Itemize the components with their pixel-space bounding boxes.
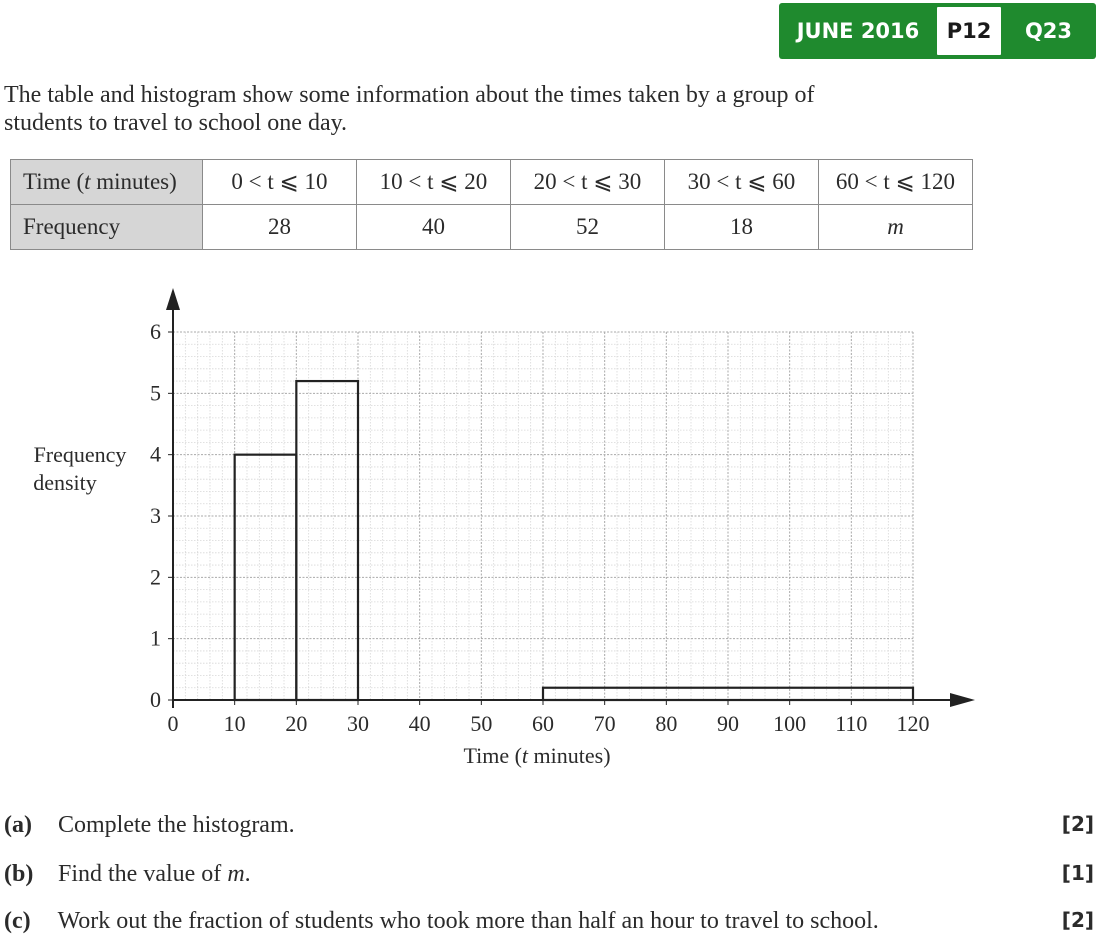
chart-axes — [166, 288, 975, 708]
frequency-header: Frequency — [11, 205, 203, 250]
y-tick-label: 1 — [150, 625, 161, 651]
histogram-chart — [0, 280, 1000, 770]
frequency-cell: 52 — [511, 205, 665, 250]
y-axis-arrow — [166, 288, 180, 310]
question-label: (c) — [4, 908, 31, 934]
question-text: Find the value of m. — [58, 861, 251, 887]
question-b — [4, 861, 1096, 891]
x-tick-label: 50 — [470, 711, 493, 736]
x-tick-label: 90 — [717, 711, 739, 736]
y-tick-label: 6 — [150, 319, 161, 344]
y-axis-label-line1: Frequency — [33, 442, 127, 467]
x-tick-label: 80 — [655, 711, 678, 736]
y-tick-label: 2 — [150, 564, 161, 590]
frequency-table — [10, 159, 973, 250]
frequency-cell-m: m — [819, 205, 973, 250]
question-label: (b) — [4, 861, 34, 887]
x-tick-label: 120 — [896, 711, 930, 736]
frequency-cell: 40 — [357, 205, 511, 250]
paper-badge — [779, 3, 1096, 59]
y-axis-label-line2: density — [33, 470, 97, 495]
y-tick-label: 4 — [150, 441, 161, 467]
chart-ticks — [150, 319, 930, 736]
x-tick-label: 10 — [223, 711, 246, 736]
interval-cell: 30 < t ⩽ 60 — [665, 160, 819, 205]
question-intro: The table and histogram show some information about the times taken by a group of students to travel to school one day. — [4, 82, 815, 136]
table-row-time — [11, 160, 973, 205]
question-text: Complete the histogram. — [58, 812, 295, 838]
x-tick-label: 0 — [167, 711, 179, 736]
interval-cell: 20 < t ⩽ 30 — [511, 160, 665, 205]
x-axis-label: Time (t minutes) — [463, 743, 611, 768]
interval-cell: 60 < t ⩽ 120 — [819, 160, 973, 205]
table-row-frequency — [11, 205, 973, 250]
question-text: Work out the fraction of students who took more than half an hour to travel to school. — [57, 908, 879, 934]
x-tick-label: 110 — [835, 711, 868, 736]
x-tick-label: 70 — [593, 711, 616, 736]
chart-grid — [173, 332, 913, 700]
x-tick-label: 60 — [532, 711, 554, 736]
exam-date: JUNE 2016 — [796, 19, 920, 43]
frequency-cell: 18 — [665, 205, 819, 250]
y-tick-label: 3 — [150, 503, 161, 528]
y-tick-label: 0 — [150, 687, 161, 712]
time-header: Time (t minutes) — [11, 160, 203, 205]
marks: [2] — [1061, 812, 1094, 836]
x-tick-label: 40 — [408, 711, 431, 736]
paper-code: P12 — [937, 7, 1001, 55]
y-tick-label: 5 — [150, 380, 161, 406]
interval-cell: 0 < t ⩽ 10 — [203, 160, 357, 205]
x-tick-label: 20 — [285, 711, 308, 736]
x-tick-label: 30 — [347, 711, 369, 736]
frequency-cell: 28 — [203, 205, 357, 250]
question-a — [4, 812, 1096, 842]
x-axis-arrow — [950, 693, 975, 707]
x-tick-label: 100 — [773, 711, 807, 736]
question-label: (a) — [4, 812, 32, 838]
question-number: Q23 — [1024, 19, 1073, 43]
interval-cell: 10 < t ⩽ 20 — [357, 160, 511, 205]
marks: [2] — [1061, 908, 1094, 932]
marks: [1] — [1061, 861, 1094, 885]
